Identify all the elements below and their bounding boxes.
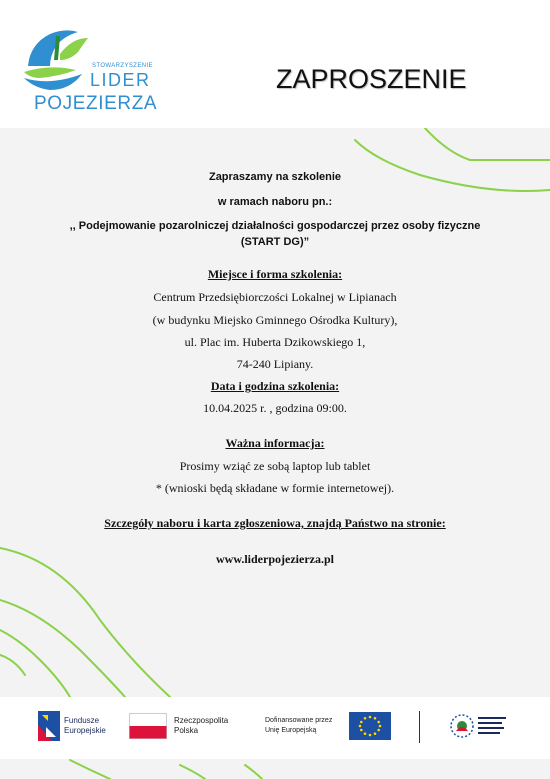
important-info-line-2: * (wnioski będą składane w formie internetowej). <box>155 481 395 495</box>
place-line-2: (w budynku Miejsko Gminnego Ośrodka Kultury), <box>152 313 398 327</box>
funding-logos-footer <box>0 697 550 759</box>
eu-line-2: Unię Europejską <box>265 727 317 734</box>
logo-association-label: STOWARZYSZENIE <box>92 63 153 69</box>
rp-line-2: Polska <box>174 726 199 735</box>
date-heading: Data i godzina szkolenia: <box>210 379 340 393</box>
polish-flag-icon <box>129 713 167 739</box>
training-topic-line1: ,, Podejmowanie pozarolniczej działalności gospodarczej przez osoby fizyczne <box>69 220 481 232</box>
place-line-4: 74-240 Lipiany. <box>236 357 314 371</box>
details-heading: Szczegóły naboru i karta zgłoszeniowa, znajdą Państwo na stronie: <box>104 516 446 530</box>
place-line-3: ul. Plac im. Huberta Dzikowskiego 1, <box>184 335 366 349</box>
fundusze-europejskie-logo-icon <box>38 711 60 741</box>
website-link[interactable]: www.liderpojezierza.pl <box>216 552 334 566</box>
footer-divider <box>419 711 420 743</box>
document-title: ZAPROSZENIE <box>276 64 467 94</box>
lider-pojezierza-logo-icon <box>20 26 90 96</box>
place-line-1: Centrum Przedsiębiorczości Lokalnej w Lipianach <box>153 290 397 304</box>
fe-line-1: Fundusze <box>64 716 100 725</box>
logo-lider-label: LIDER <box>90 70 151 90</box>
lgd-partner-logo-icon <box>448 709 510 743</box>
important-info-line-1: Prosimy wziąć ze sobą laptop lub tablet <box>179 459 371 473</box>
page-header <box>0 0 550 128</box>
training-topic-line2: (START DG)” <box>240 236 310 248</box>
lider-pojezierza-logo <box>20 26 160 122</box>
round-text: w ramach naboru pn.: <box>217 196 333 208</box>
date-value: 10.04.2025 r. , godzina 09:00. <box>203 401 347 415</box>
important-info-heading: Ważna informacja: <box>225 436 325 450</box>
eu-flag-icon <box>349 712 391 740</box>
logo-pojezierza-label: POJEZIERZA <box>34 93 158 114</box>
rp-line-1: Rzeczpospolita <box>174 716 229 725</box>
intro-text: Zapraszamy na szkolenie <box>208 171 342 183</box>
eu-line-1: Dofinansowane przez <box>265 717 333 724</box>
place-heading: Miejsce i forma szkolenia: <box>207 267 343 281</box>
fe-line-2: Europejskie <box>64 726 106 735</box>
